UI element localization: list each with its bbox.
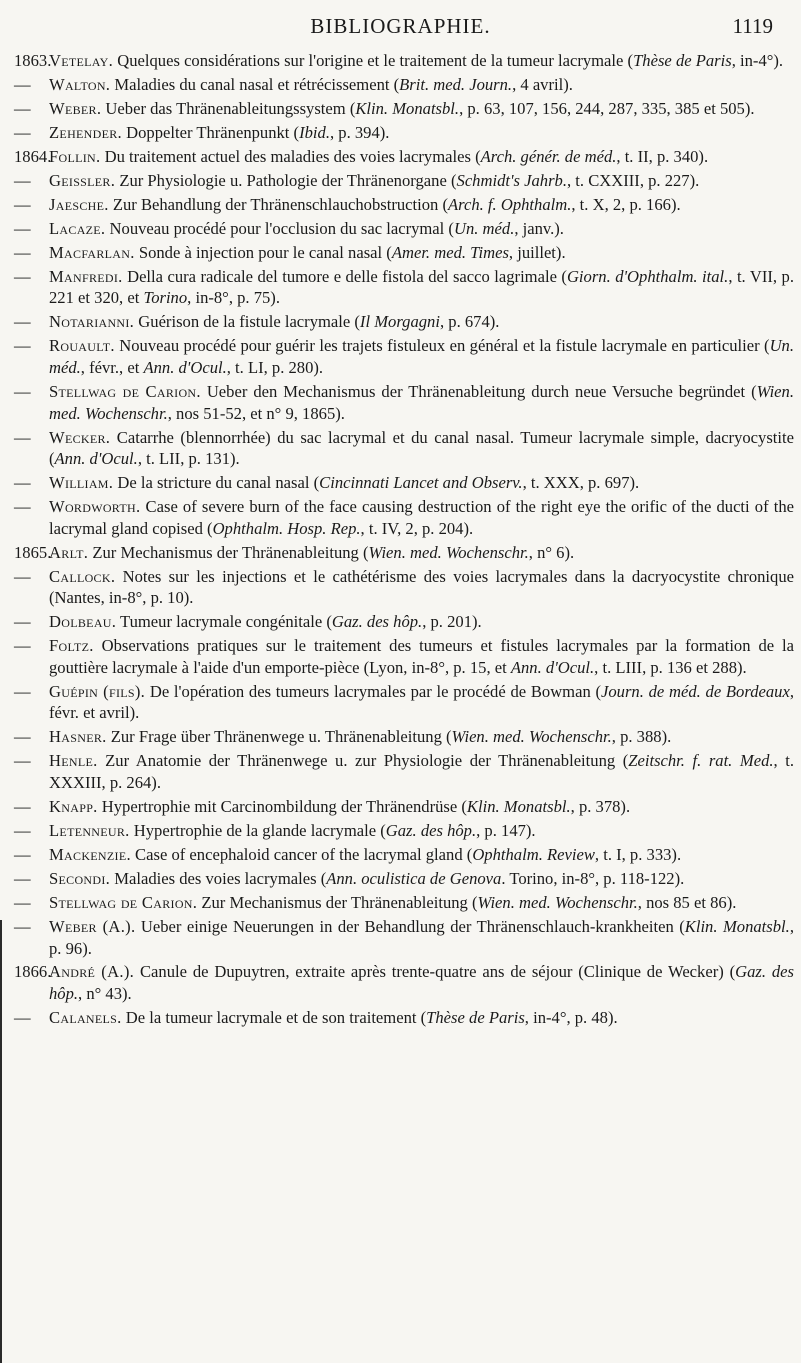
entry-text: , p. 147).	[476, 820, 536, 840]
entry-text: Ueber den Mechanismus der Thränenableitung durch neue Versuche begründet (	[200, 382, 757, 401]
entry-author: Knapp.	[49, 796, 98, 816]
repeat-year-dash: —	[14, 612, 31, 632]
entry-text: , p. 63, 107, 156, 244, 287, 335, 385 et 505).	[459, 98, 755, 118]
entry-author: Rouault.	[49, 336, 115, 356]
entry-source-title: Thèse de Paris	[633, 51, 732, 70]
entry-text: Guérison de la fistule lacrymale (	[134, 312, 360, 332]
entry-text: Observations pratiques sur le traitement des tumeurs et fistules lacrymales par la formation de la gouttière lacrymale à l'aide d'un emporte-pièce (Lyon, in-8°, p. 15, et	[49, 636, 794, 677]
entry-text: , févr. et avril).	[49, 681, 794, 723]
bibliography-list	[14, 50, 794, 1031]
entry-source-title: Wien. med. Wochenschr.	[451, 727, 612, 747]
entry-text: . Torino, in-8°, p. 118-122).	[501, 868, 685, 888]
entry-year: 1864.	[14, 146, 52, 166]
entry-text: , 4 avril).	[512, 74, 573, 94]
entry-author: Manfredi.	[49, 266, 123, 286]
repeat-year-dash: —	[14, 892, 31, 912]
entry-author: Weber (A.).	[49, 916, 136, 936]
bibliography-entry	[14, 496, 794, 539]
bibliography-entry	[14, 194, 794, 216]
entry-author: Zehender.	[49, 122, 122, 142]
entry-author: Foltz.	[49, 636, 94, 656]
entry-author: Wecker.	[49, 427, 111, 447]
entry-text: , juillet).	[508, 242, 566, 262]
entry-year: 1866.	[14, 962, 52, 982]
bibliography-entry	[14, 892, 794, 914]
repeat-year-dash: —	[14, 1008, 31, 1028]
entry-source-title: Thèse de Paris	[426, 1008, 525, 1028]
entry-text: , t. XXXIII, p. 264).	[49, 751, 794, 792]
entry-source-title: Gaz. des hôp.	[331, 612, 423, 632]
entry-text: , nos 85 et 86).	[637, 892, 737, 912]
entry-source-title: Amer. med. Times	[391, 242, 509, 262]
entry-source-title: Klin. Monatsbl.	[466, 796, 571, 816]
entry-author: Jaesche.	[49, 194, 109, 214]
repeat-year-dash: —	[14, 312, 31, 332]
entry-text: , p. 96).	[49, 916, 794, 958]
repeat-year-dash: —	[14, 473, 31, 493]
bibliography-entry	[14, 311, 794, 333]
entry-text: , p. 378).	[570, 796, 631, 816]
bibliography-entry	[14, 635, 794, 678]
entry-text: , t. I, p. 333).	[594, 844, 682, 864]
entry-source-title: Cincinnati Lancet and Observ.	[319, 473, 523, 493]
entry-text: Notes sur les injections et le cathétérisme des voies lacrymales dans la dacryocystite chronique (Nantes, in-8°, p. 10).	[49, 566, 794, 608]
bibliography-entry	[14, 542, 794, 564]
entry-text: Zur Behandlung der Thränenschlauchobstruction (	[108, 194, 448, 214]
entry-text: Zur Mechanismus der Thränenableitung (	[88, 542, 369, 562]
entry-text: Zur Mechanismus der Thränenableitung (	[197, 892, 478, 912]
entry-text: , t. VII, p. 221 et 320, et	[49, 266, 794, 308]
entry-text: Nouveau procédé pour guérir les trajets fistuleux en général et la fistule lacrymale en particulier (	[114, 336, 770, 356]
entry-text: Doppelter Thränenpunkt (	[121, 122, 300, 142]
bibliography-entry	[14, 844, 794, 866]
entry-author: Hasner.	[49, 727, 107, 747]
bibliography-entry	[14, 820, 794, 842]
bibliography-entry	[14, 868, 794, 890]
bibliography-entry	[14, 1007, 794, 1029]
repeat-year-dash: —	[14, 844, 31, 864]
entry-author: Calanels.	[49, 1008, 122, 1028]
entry-author: William.	[49, 473, 114, 493]
entry-source-title: Ann. oculistica de Genova	[326, 868, 502, 888]
entry-author: Weber.	[49, 98, 102, 118]
repeat-year-dash: —	[14, 868, 31, 888]
entry-source-title: Un. méd.	[49, 336, 794, 378]
entry-author: Macfarlan.	[49, 242, 135, 262]
entry-text: Canule de Dupuytren, extraite après trente-quatre ans de séjour (Clinique de Wecker) (	[134, 962, 736, 982]
entry-text: Della cura radicale del tumore e delle fistola del sacco lagrimale (	[122, 266, 567, 286]
entry-text: , n° 43).	[78, 984, 132, 1004]
bibliography-entry	[14, 242, 794, 264]
entry-author: Vetelay.	[49, 51, 114, 70]
entry-year: 1865.	[14, 542, 52, 562]
entry-text: , nos 51-52, et n° 9, 1865).	[167, 403, 345, 423]
repeat-year-dash: —	[14, 218, 31, 238]
repeat-year-dash: —	[14, 427, 31, 447]
bibliography-entry	[14, 611, 794, 633]
bibliography-entry	[14, 796, 794, 818]
entry-text: De l'opération des tumeurs lacrymales par le procédé de Bowman (	[145, 681, 602, 701]
entry-text: , in-4°, p. 48).	[524, 1008, 618, 1028]
entry-text: Ueber das Thränenableitungssystem (	[101, 98, 356, 118]
repeat-year-dash: —	[14, 194, 31, 214]
bibliography-entry	[14, 750, 794, 793]
entry-text: Hypertrophie de la glande lacrymale (	[129, 820, 386, 840]
entry-text: Case of encephaloid cancer of the lacrymal gland (	[130, 844, 473, 864]
entry-source-title: Ophthalm. Hosp. Rep.	[212, 518, 361, 538]
entry-author: André (A.).	[49, 962, 135, 982]
entry-year: 1863.	[14, 51, 52, 70]
entry-source-title: Ophthalm. Review	[472, 844, 595, 864]
entry-text: Zur Physiologie u. Pathologie der Thränenorgane (	[115, 170, 457, 190]
entry-source-title: Wien. med. Wochenschr.	[49, 382, 794, 423]
entry-source-title: Brit. med. Journ.	[399, 74, 513, 94]
repeat-year-dash: —	[14, 74, 31, 94]
repeat-year-dash: —	[14, 98, 31, 118]
bibliography-entry	[14, 961, 794, 1004]
entry-author: Notarianni.	[49, 312, 135, 332]
entry-author: Arlt.	[49, 542, 89, 562]
bibliography-entry	[14, 726, 794, 748]
entry-text: Du traitement actuel des maladies des voies lacrymales (	[100, 146, 481, 166]
bibliography-entry	[14, 427, 794, 470]
running-title: BIBLIOGRAPHIE.	[310, 14, 491, 38]
entry-text: , t. XXX, p. 697).	[522, 473, 640, 493]
page-header	[0, 12, 801, 42]
repeat-year-dash: —	[14, 266, 31, 286]
entry-author: Lacaze.	[49, 218, 106, 238]
entry-author: Wordworth.	[49, 497, 141, 517]
entry-text: , p. 388).	[611, 727, 672, 747]
entry-author: Stellwag de Carion.	[49, 382, 201, 401]
entry-author: Guépin (fils).	[49, 681, 146, 701]
entry-text: Maladies du canal nasal et rétrécissement (	[110, 74, 400, 94]
entry-text: Ueber einige Neuerungen in der Behandlung der Thränenschlauch-krankheiten (	[135, 916, 685, 936]
entry-text: , t. LII, p. 131).	[137, 449, 240, 469]
repeat-year-dash: —	[14, 382, 31, 401]
bibliography-entry	[14, 472, 794, 494]
entry-author: Henle.	[49, 751, 98, 771]
repeat-year-dash: —	[14, 916, 31, 936]
bibliography-entry	[14, 218, 794, 240]
entry-text: , p. 394).	[329, 122, 390, 142]
entry-text: Zur Frage über Thränenwege u. Thränenableitung (	[106, 727, 452, 747]
entry-source-title: Un. méd.	[453, 218, 515, 238]
repeat-year-dash: —	[14, 242, 31, 262]
entry-text: , in-4°).	[731, 51, 784, 70]
entry-text: , févr., et	[80, 358, 144, 378]
entry-text: , t. CXXIII, p. 227).	[567, 170, 700, 190]
bibliography-entry	[14, 916, 794, 959]
entry-author: Callock.	[49, 566, 116, 586]
repeat-year-dash: —	[14, 751, 31, 771]
repeat-year-dash: —	[14, 636, 31, 656]
bibliography-entry	[14, 50, 794, 72]
entry-text: Hypertrophie mit Carcinombildung der Thränendrüse (	[97, 796, 467, 816]
entry-text: , n° 6).	[528, 542, 575, 562]
entry-text: , t. IV, 2, p. 204).	[360, 518, 474, 538]
entry-text: Tumeur lacrymale congénitale (	[116, 612, 332, 632]
repeat-year-dash: —	[14, 681, 31, 701]
page-edge-line	[0, 920, 2, 1363]
entry-source-title: Ann. d'Ocul.	[510, 657, 595, 677]
entry-text: Zur Anatomie der Thränenwege u. zur Physiologie der Thränenableitung (	[97, 751, 629, 771]
repeat-year-dash: —	[14, 566, 31, 586]
entry-author: Walton.	[49, 74, 111, 94]
entry-text: Quelques considérations sur l'origine et le traitement de la tumeur lacrymale (	[113, 51, 634, 70]
repeat-year-dash: —	[14, 727, 31, 747]
entry-author: Geissler.	[49, 170, 116, 190]
entry-author: Secondi.	[49, 868, 111, 888]
entry-text: Nouveau procédé pour l'occlusion du sac lacrymal (	[105, 218, 454, 238]
bibliography-entry	[14, 266, 794, 309]
entry-source-title: Torino	[143, 288, 188, 308]
entry-source-title: Ibid.	[299, 122, 330, 142]
entry-text: Maladies des voies lacrymales (	[110, 868, 327, 888]
bibliography-entry	[14, 74, 794, 96]
bibliography-entry	[14, 566, 794, 609]
entry-text: Case of severe burn of the face causing destruction of the right eye the orific of the ducti of the lacrymal gland copised (	[49, 497, 794, 538]
bibliography-entry	[14, 335, 794, 378]
entry-source-title: Zeitschr. f. rat. Med.	[628, 751, 774, 771]
entry-source-title: Schmidt's Jahrb.	[456, 170, 567, 190]
page-number: 1119	[732, 14, 773, 38]
repeat-year-dash: —	[14, 497, 31, 517]
entry-text: , t. LIII, p. 136 et 288).	[594, 657, 747, 677]
entry-text: De la tumeur lacrymale et de son traitement (	[121, 1008, 427, 1028]
bibliography-entry	[14, 146, 794, 168]
entry-author: Stellwag de Carion.	[49, 892, 198, 912]
repeat-year-dash: —	[14, 122, 31, 142]
entry-text: Sonde à injection pour le canal nasal (	[134, 242, 392, 262]
repeat-year-dash: —	[14, 170, 31, 190]
entry-source-title: Arch. f. Ophthalm.	[448, 194, 572, 214]
entry-source-title: Klin. Monatsbl.	[684, 916, 790, 936]
entry-source-title: Klin. Monatsbl.	[355, 98, 460, 118]
repeat-year-dash: —	[14, 336, 31, 356]
entry-source-title: Ann. d'Ocul.	[54, 449, 138, 469]
entry-author: Letenneur.	[49, 820, 130, 840]
bibliography-entry	[14, 170, 794, 192]
entry-source-title: Wien. med. Wochenschr.	[368, 542, 529, 562]
entry-source-title: Il Morgagni	[359, 312, 440, 332]
entry-text: , t. II, p. 340).	[616, 146, 709, 166]
bibliography-entry	[14, 681, 794, 724]
entry-source-title: Journ. de méd. de Bordeaux	[601, 681, 790, 701]
entry-source-title: Wien. med. Wochenschr.	[477, 892, 638, 912]
entry-source-title: Ann. d'Ocul.	[143, 358, 227, 378]
repeat-year-dash: —	[14, 820, 31, 840]
bibliography-entry	[14, 98, 794, 120]
entry-author: Mackenzie.	[49, 844, 131, 864]
entry-text: , p. 201).	[422, 612, 482, 632]
repeat-year-dash: —	[14, 796, 31, 816]
entry-source-title: Gaz. des hôp.	[385, 820, 477, 840]
entry-text: De la stricture du canal nasal (	[113, 473, 320, 493]
entry-source-title: Giorn. d'Ophthalm. ital.	[566, 266, 729, 286]
bibliography-entry	[14, 122, 794, 144]
entry-text: Catarrhe (blennorrhée) du sac lacrymal et du canal nasal. Tumeur lacrymale simple, dacryocystite (	[49, 427, 794, 469]
entry-author: Dolbeau.	[49, 612, 117, 632]
entry-source-title: Gaz. des hôp.	[49, 962, 794, 1004]
bibliography-entry	[14, 381, 794, 424]
entry-author: Follin.	[49, 146, 101, 166]
entry-text: , t. LI, p. 280).	[226, 358, 324, 378]
entry-text: , t. X, 2, p. 166).	[571, 194, 681, 214]
entry-source-title: Arch. génér. de méd.	[480, 146, 617, 166]
entry-text: , janv.).	[514, 218, 564, 238]
entry-text: , in-8°, p. 75).	[187, 288, 280, 308]
entry-text: , p. 674).	[439, 312, 500, 332]
